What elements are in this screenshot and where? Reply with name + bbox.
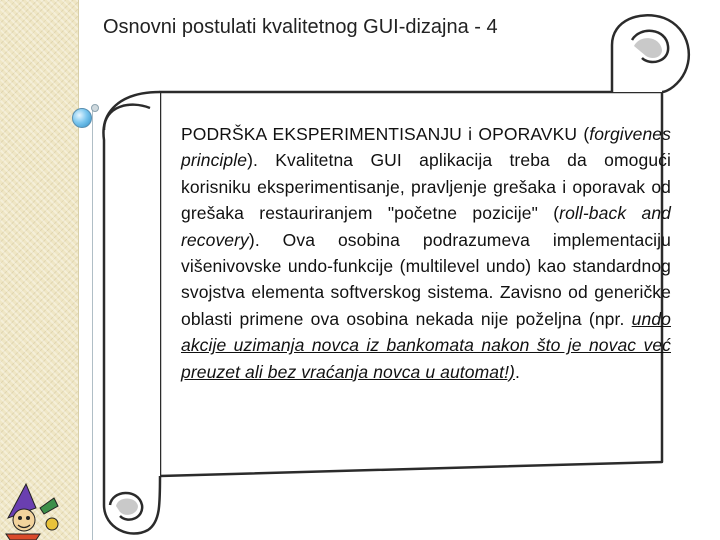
paragraph-text-1: ). Kvalitetna GUI aplikacija treba da omogući korisniku eksperimentisanje, pravljenje grešaka i oporavak od grešaka restauriranjem "početne pozicije" (	[181, 150, 671, 224]
paragraph-italic-rollback: roll-back and recovery	[181, 203, 671, 250]
slide-title: Osnovni postulati kvalitetnog GUI-dizajna - 4	[103, 16, 498, 38]
body-paragraph	[181, 121, 671, 385]
paragraph-text-2: ). Ova osobina podrazumeva implementaciju višenivovske undo-funkcije (multilevel undo) kao standardnog svojstva elementa softverskog sistema. Zavisno od generičke oblasti primene ova osobina nekada nije poželjna (npr.	[181, 229, 671, 329]
paragraph-heading-text: PODRŠKA EKSPERIMENTISANJU i OPORAVKU (	[181, 124, 590, 144]
paragraph-end-period: .	[514, 361, 520, 382]
paragraph-italic-principle: forgivenes principle	[181, 124, 671, 171]
cartoon-wizard-icon	[0, 478, 62, 540]
paragraph-underlined-example: undo akcije uzimanja novca iz bankomata nakon što je novac već preuzet ali bez vraćanja novca u automat!)	[181, 308, 671, 382]
